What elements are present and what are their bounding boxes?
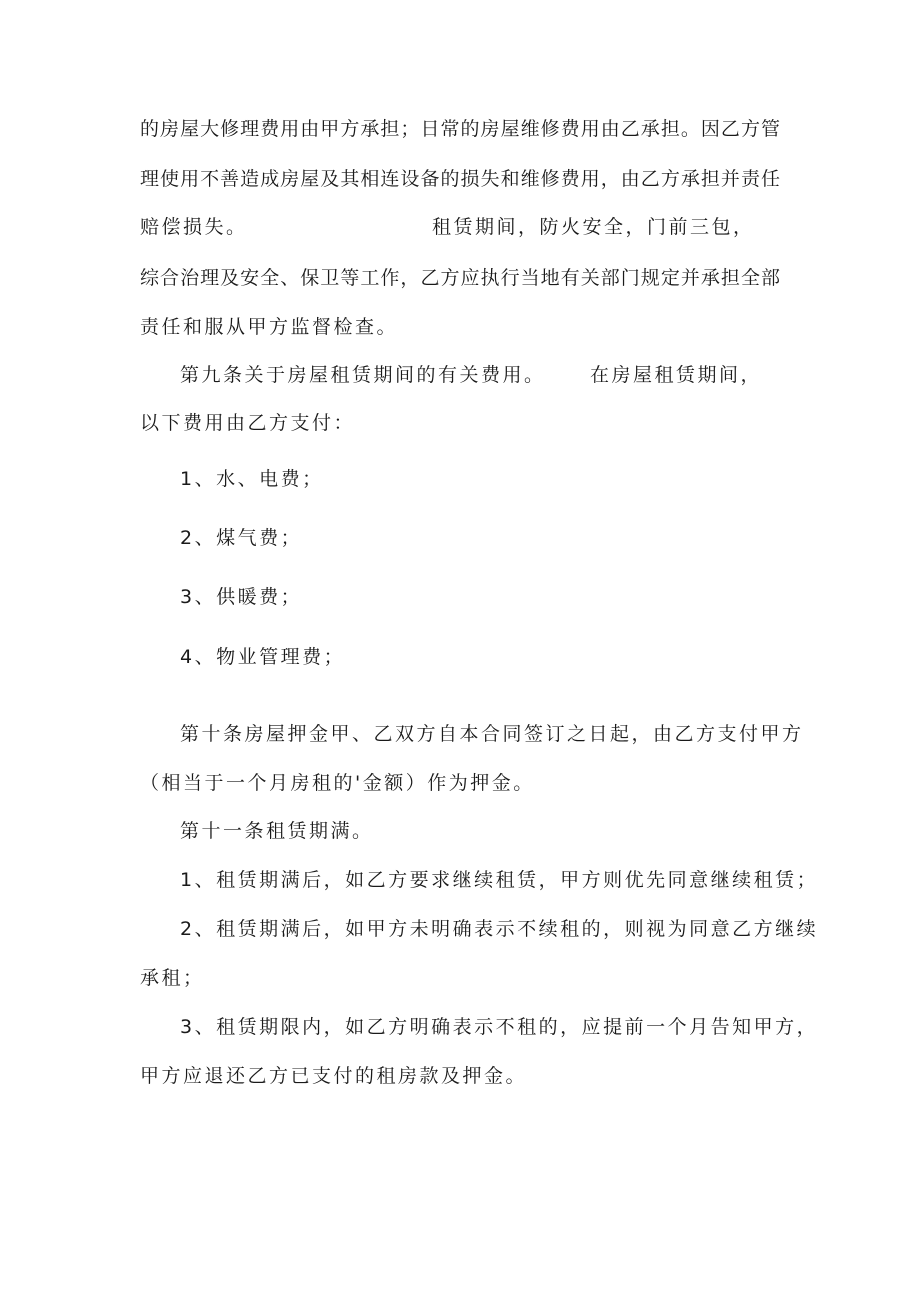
list-item-1: 1、水、电费； (180, 468, 324, 490)
text-line-6b: 在房屋租赁期间， (590, 364, 763, 386)
text-line-4: 综合治理及安全、保卫等工作，乙方应执行当地有关部门规定并承担全部 (140, 267, 780, 289)
article-9-heading: 第九条关于房屋租赁期间的有关费用。 (180, 364, 546, 386)
text-line-2: 理使用不善造成房屋及其相连设备的损失和维修费用，由乙方承担并责任 (140, 168, 780, 190)
list-item-2: 2、煤气费； (180, 527, 303, 549)
renewal-clause-2: 2、租赁期满后，如甲方未明确表示不续租的，则视为同意乙方继续 (180, 918, 819, 940)
text-line-3b: 租赁期间，防火安全，门前三包， (432, 216, 755, 238)
text-line-1: 的房屋大修理费用由甲方承担；日常的房屋维修费用由乙承担。因乙方管 (140, 118, 780, 140)
text-line-17: 承租； (140, 967, 205, 989)
text-line-13: （相当于一个月房租的'金额）作为押金。 (140, 772, 535, 794)
renewal-clause-3: 3、租赁期限内，如乙方明确表示不租的，应提前一个月告知甲方， (180, 1016, 819, 1038)
article-11-heading: 第十一条租赁期满。 (180, 820, 374, 842)
list-item-3: 3、供暖费； (180, 586, 303, 608)
text-line-3a: 赔偿损失。 (140, 216, 248, 238)
list-item-4: 4、物业管理费； (180, 646, 346, 668)
text-line-5: 责任和服从甲方监督检查。 (140, 316, 399, 338)
text-line-7: 以下费用由乙方支付： (140, 412, 356, 434)
renewal-clause-1: 1、租赁期满后，如乙方要求继续租赁，甲方则优先同意继续租赁； (180, 869, 819, 891)
text-line-19: 甲方应退还乙方已支付的租房款及押金。 (140, 1065, 528, 1087)
article-10-heading: 第十条房屋押金甲、乙双方自本合同签订之日起，由乙方支付甲方 (180, 723, 804, 745)
